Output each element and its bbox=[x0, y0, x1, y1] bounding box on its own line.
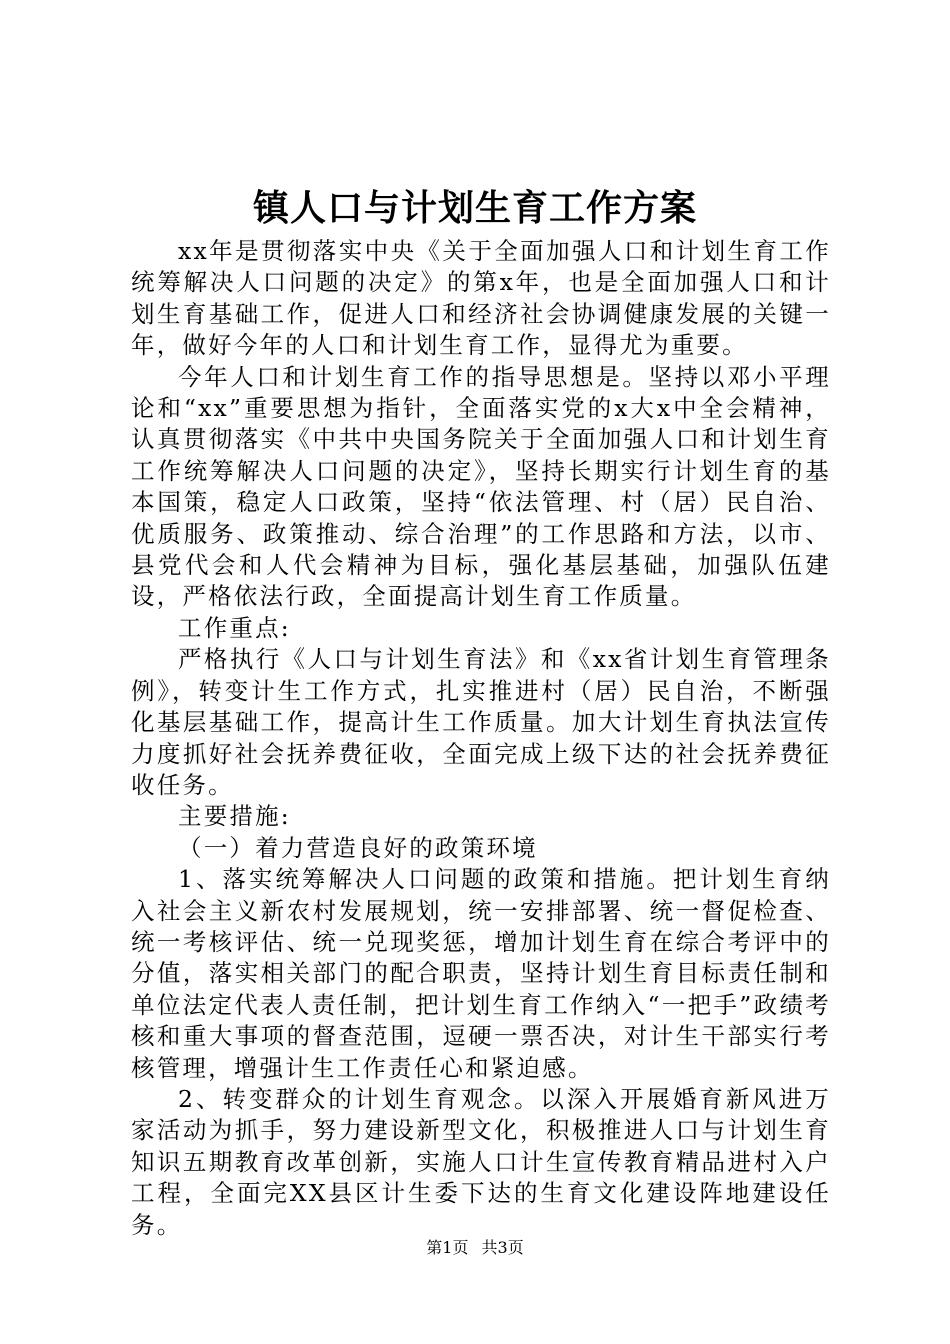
subsection-heading: （一）着力营造良好的政策环境 bbox=[178, 833, 538, 862]
document-title: 镇人口与计划生育工作方案 bbox=[252, 187, 697, 229]
page-number: 第1页 bbox=[426, 1238, 469, 1257]
paragraph: 1、落实统筹解决人口问题的政策和措施。把计划生育纳入社会主义新农村发展规划，统一安排部署、统一督促检查、统一考核评估、统一兑现奖惩，增加计划生育在综合考评中的分值，落实相关部门的配合职责，坚持计划生育目标责任制和单位法定代表人责任制，把计划生育工作纳入“一把手”政绩考核和重大事项的督查范围，逗硬一票否决，对计生干部实行考核管理，增强计生工作责任心和紧迫感。 bbox=[131, 865, 831, 1082]
paragraph: xx年是贯彻落实中央《关于全面加强人口和计划生育工作统筹解决人口问题的决定》的第x年，也是全面加强人口和计划生育基础工作，促进人口和经济社会协调健康发展的关键一年，做好今年的人口和计划生育工作，显得尤为重要。 bbox=[131, 237, 831, 360]
page-footer bbox=[0, 1237, 950, 1259]
paragraph: 严格执行《人口与计划生育法》和《xx省计划生育管理条例》，转变计生工作方式，扎实推进村（居）民自治，不断强化基层基础工作，提高计生工作质量。加大计划生育执法宣传力度抓好社会抚养费征收，全面完成上级下达的社会抚养费征收任务。 bbox=[131, 645, 831, 799]
paragraph: 2、转变群众的计划生育观念。以深入开展婚育新风进万家活动为抓手，努力建设新型文化，积极推进人口与计划生育知识五期教育改革创新，实施人口计生宣传教育精品进村入户工程，全面完XX县区计生委下达的生育文化建设阵地建设任务。 bbox=[131, 1084, 831, 1239]
paragraph: 今年人口和计划生育工作的指导思想是。坚持以邓小平理论和“xx”重要思想为指针，全面落实党的x大x中全会精神，认真贯彻落实《中共中央国务院关于全面加强人口和计划生育工作统筹解决人口问题的决定》，坚持长期实行计划生育的基本国策，稳定人口政策，坚持“依法管理、村（居）民自治、优质服务、政策推动、综合治理”的工作思路和方法，以市、县党代会和人代会精神为目标，强化基层基础，加强队伍建设，严格依法行政，全面提高计划生育工作质量。 bbox=[131, 362, 831, 611]
section-heading: 主要措施: bbox=[178, 802, 291, 831]
document-body bbox=[131, 236, 831, 1241]
page-total: 共3页 bbox=[481, 1238, 524, 1257]
section-heading: 工作重点: bbox=[178, 613, 291, 642]
